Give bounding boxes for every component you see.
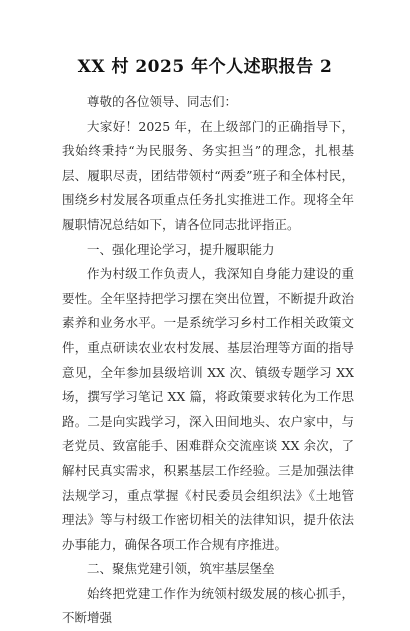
paragraph-section-1: 作为村级工作负责人，我深知自身能力建设的重要性。全年坚持把学习摆在突出位置，不断提升政治素养和业务水平。一是系统学习乡村工作相关政策文件，重点研读农业农村发展、基层治理等方面的指导意见，全年参加县级培训 XX 次、镇级专题学习 XX 场，撰写学习笔记 XX 篇，将政策要求转化为工作思路。二是向实践学习，深入田间地头、农户家中，与老党员、致富能手、困难群众交流座谈 XX 余次，了解村民真实需求，积累基层工作经验。三是加强法律法规学习，重点掌握《村民委员会组织法》《土地管理法》等与村级工作密切相关的法律知识，提升依法办事能力，确保各项工作合规有序推进。 <box>62 266 354 552</box>
section-heading-2: 二、聚焦党建引领，筑牢基层堡垒 <box>87 561 275 577</box>
document-title: XX 村 2025 年个人述职报告 2 <box>77 57 333 77</box>
salutation: 尊敬的各位领导、同志们： <box>87 94 238 109</box>
paragraph-section-2: 始终把党建工作作为统领村级发展的核心抓手，不断增强 <box>62 585 354 626</box>
document-body <box>62 90 354 631</box>
paragraph-intro: 大家好！2025 年，在上级部门的正确指导下，我始终秉持“为民服务、务实担当”的理念，扎根基层、履职尽责，团结带领村“两委”班子和全体村民，围绕乡村发展各项重点任务扎实推进工作。现将全年履职情况总结如下，请各位同志批评指正。 <box>62 118 354 232</box>
section-heading-1: 一、强化理论学习，提升履职能力 <box>87 241 275 257</box>
